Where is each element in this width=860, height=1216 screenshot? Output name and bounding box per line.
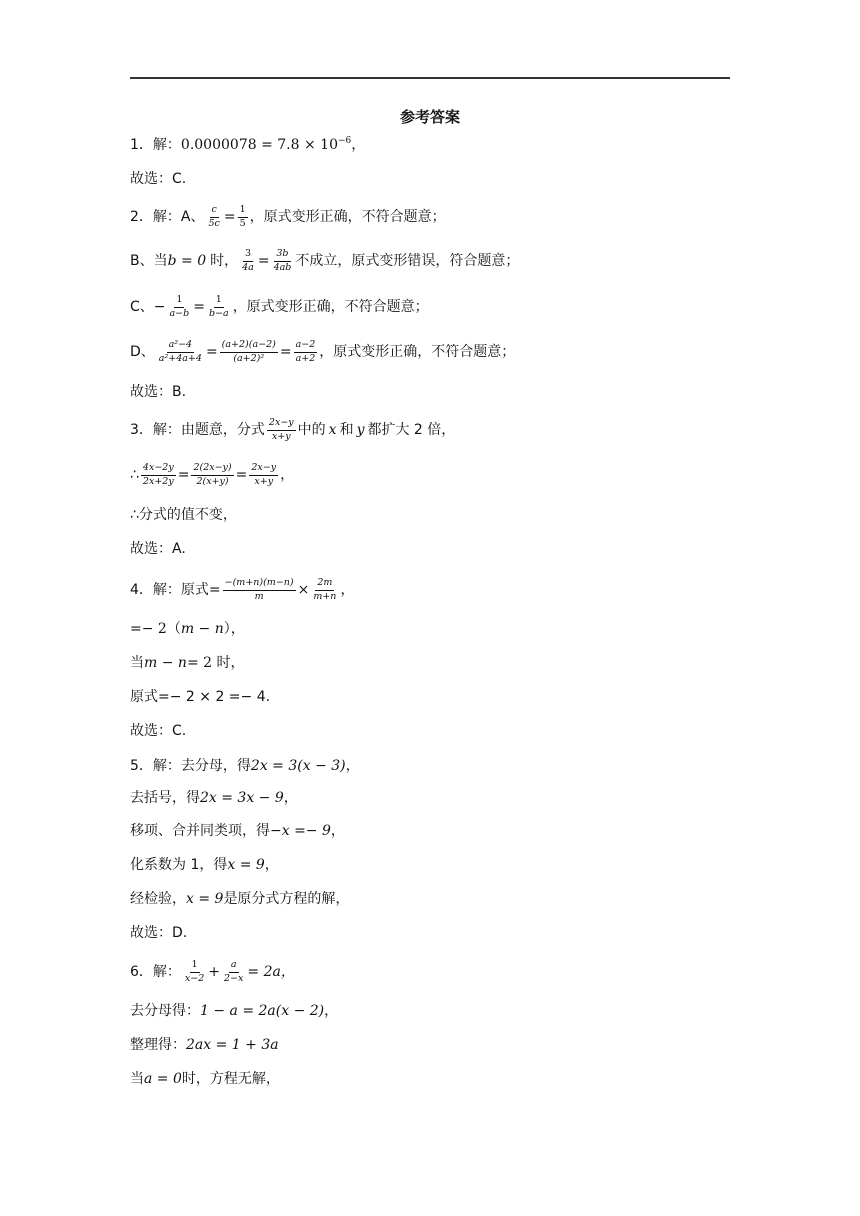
math-text: 当 [130, 655, 144, 671]
q2-option-c-text: ，原式变形正确，不符合题意； [232, 299, 429, 315]
fraction [249, 463, 278, 488]
q2-option-a-label: 2．解：A、 [130, 209, 205, 225]
fraction [141, 463, 176, 488]
fraction-numerator: 2m [315, 578, 334, 591]
q3-punct: ， [280, 467, 295, 483]
math-text: 是原分式方程的解， [223, 891, 350, 907]
times-sign: × [297, 582, 310, 598]
fraction [191, 463, 233, 488]
fraction [220, 340, 278, 365]
fraction-numerator: 2x−y [249, 463, 278, 476]
q4-punct: ， [340, 582, 355, 598]
equals-sign: = [193, 299, 205, 315]
math-text: 去分母得： [130, 1003, 200, 1019]
math-text: =− 2（ [130, 621, 181, 637]
math-text: 时，方程无解， [181, 1071, 280, 1087]
header-rule [130, 77, 730, 79]
math-expression: b = 0 [167, 253, 207, 269]
fraction-denominator: x−2 [184, 972, 205, 984]
q6-text: 6．解： [130, 964, 181, 980]
q1-label: 1．解： [130, 137, 181, 153]
choice-text: 故选：A. [130, 541, 186, 557]
answer-line-15 [130, 682, 270, 712]
fraction-numerator: 1 [238, 205, 248, 218]
fraction-numerator: (a+2)(a−2) [220, 340, 278, 353]
answer-line-18 [130, 783, 298, 813]
math-expression: 2x = 3x − 9 [200, 790, 284, 806]
fraction [207, 295, 231, 320]
equals-sign: = [177, 467, 190, 483]
fraction-numerator: 3 [243, 249, 253, 262]
fraction-numerator: 1 [174, 295, 184, 308]
math-text: ， [324, 1003, 339, 1019]
q3-mid2: 和 [339, 422, 354, 438]
q4-text: 4．解：原式= [130, 582, 221, 598]
math-expression: a = 0 [144, 1071, 182, 1087]
fraction-numerator: a−2 [294, 340, 318, 353]
fraction-denominator: a−b [169, 307, 190, 319]
answer-line-1 [130, 130, 365, 160]
math-text: 5．解：去分母，得 [130, 758, 251, 774]
q1-exponent: −6 [337, 135, 352, 146]
fraction-numerator: c [210, 205, 219, 218]
equals-sign: = [279, 344, 292, 360]
fraction-denominator: 5c [208, 217, 220, 229]
q3-suffix: 都扩大 2 倍， [367, 422, 456, 438]
equals-sign: = [257, 253, 270, 269]
answer-line-6 [130, 337, 515, 367]
math-variable: y [356, 422, 365, 438]
q2-option-b-mid: 时， [210, 253, 239, 269]
answer-line-7 [130, 377, 186, 407]
answer-line-20 [130, 850, 279, 880]
fraction [157, 340, 204, 365]
math-expression: = 2a， [247, 964, 295, 980]
math-expression: 1 − a = 2a(x − 2) [200, 1003, 325, 1019]
fraction-denominator: 4ab [273, 261, 292, 273]
answer-line-24 [130, 996, 338, 1026]
fraction [272, 249, 294, 274]
fraction-denominator: (a+2)² [233, 352, 265, 364]
math-text: 整理得： [130, 1037, 186, 1053]
fraction-denominator: 2(x+y) [196, 475, 229, 487]
math-text: 经检验， [130, 891, 186, 907]
q3-conclusion: ∴分式的值不变， [130, 507, 237, 523]
therefore-symbol: ∴ [130, 467, 139, 483]
answer-line-11 [130, 534, 186, 564]
answer-line-10 [130, 500, 237, 530]
answer-line-5 [130, 292, 429, 322]
math-variable: x [328, 422, 337, 438]
answer-line-17 [130, 751, 360, 781]
fraction-numerator: 2x−y [267, 418, 296, 431]
answer-line-12 [130, 575, 354, 605]
fraction [206, 205, 221, 230]
math-text: 移项、合并同类项，得 [130, 823, 270, 839]
answer-line-23 [130, 957, 295, 987]
q2-option-a-text: ，原式变形正确，不符合题意； [249, 209, 446, 225]
choice-text: 故选：D. [130, 925, 188, 941]
math-text: ）， [223, 621, 245, 637]
fraction-denominator: 2−x [224, 972, 244, 984]
q1-punct: ， [351, 137, 366, 153]
math-text: = 2 时， [186, 655, 245, 671]
math-expression: −x =− 9 [270, 823, 331, 839]
math-text: ， [264, 857, 279, 873]
fraction [223, 578, 296, 603]
q1-expression: 0.0000078 = 7.8 × 10 [180, 137, 338, 153]
fraction-numerator: a²−4 [167, 340, 194, 353]
fraction [267, 418, 296, 443]
fraction-numerator: −(m+n)(m−n) [223, 578, 296, 591]
fraction-denominator: x+y [254, 475, 274, 487]
fraction [240, 249, 256, 274]
answer-line-4 [130, 246, 519, 276]
math-text: ， [283, 790, 298, 806]
fraction [222, 960, 245, 985]
answer-line-14 [130, 648, 244, 678]
answer-line-26 [130, 1064, 280, 1094]
fraction-denominator: 4a [242, 261, 254, 273]
fraction-numerator: 3b [274, 249, 290, 262]
q2-option-d-text: ，原式变形正确，不符合题意； [319, 344, 516, 360]
q2-option-d-label: D、 [130, 344, 155, 360]
answer-line-13 [130, 614, 245, 644]
answer-line-22 [130, 918, 187, 948]
math-text: ， [330, 823, 345, 839]
fraction-denominator: a²+4a+4 [158, 352, 202, 364]
fraction-denominator: m [254, 590, 264, 602]
fraction [168, 295, 192, 320]
math-text: 化系数为 1，得 [130, 857, 228, 873]
plus-sign: + [208, 964, 221, 980]
fraction-numerator: 1 [190, 960, 200, 973]
q2-option-c-label: C、− [130, 299, 166, 315]
fraction-numerator: 1 [214, 295, 224, 308]
fraction-denominator: x+y [271, 430, 291, 442]
fraction-numerator: 2(2x−y) [191, 463, 233, 476]
choice-text: 故选：C. [130, 723, 187, 739]
answer-line-3 [130, 202, 446, 232]
math-expression: x = 9 [186, 891, 224, 907]
math-expression: m − n [180, 621, 224, 637]
choice-text: 故选：C. [130, 171, 187, 187]
answer-line-21 [130, 884, 349, 914]
answer-line-25 [130, 1030, 279, 1060]
math-expression: m − n [144, 655, 187, 671]
math-expression: x = 9 [227, 857, 265, 873]
q2-option-b-label: B、当 [130, 253, 168, 269]
math-text: 去括号，得 [130, 790, 200, 806]
answer-line-9 [130, 460, 294, 490]
q3-text: 3．解：由题意，分式 [130, 422, 265, 438]
equals-sign: = [205, 344, 218, 360]
fraction-denominator: b−a [208, 307, 229, 319]
answer-line-16 [130, 716, 186, 746]
math-expression: 2ax = 1 + 3a [186, 1037, 279, 1053]
fraction-numerator: a [229, 960, 239, 973]
math-expression: 2x = 3(x − 3) [250, 758, 346, 774]
q3-mid: 中的 [297, 422, 326, 438]
fraction [294, 340, 318, 365]
fraction-numerator: 4x−2y [141, 463, 176, 476]
math-text: 原式=− 2 × 2 =− 4. [130, 689, 271, 705]
fraction [183, 960, 206, 985]
answer-line-8 [130, 415, 455, 445]
math-text: ， [345, 758, 360, 774]
answer-line-19 [130, 816, 345, 846]
math-text: 当 [130, 1071, 144, 1087]
fraction-denominator: m+n [313, 590, 337, 602]
q2-option-b-text: 不成立，原式变形错误，符合题意； [295, 253, 520, 269]
choice-text: 故选：B. [130, 384, 187, 400]
equals-sign: = [223, 209, 236, 225]
fraction-denominator: 2x+2y [142, 475, 174, 487]
equals-sign: = [235, 467, 248, 483]
fraction-denominator: a+2 [295, 352, 316, 364]
fraction [238, 205, 248, 230]
page-title: 参考答案 [399, 108, 460, 126]
answer-line-2 [130, 164, 186, 194]
fraction-denominator: 5 [239, 217, 246, 229]
fraction [311, 578, 338, 603]
